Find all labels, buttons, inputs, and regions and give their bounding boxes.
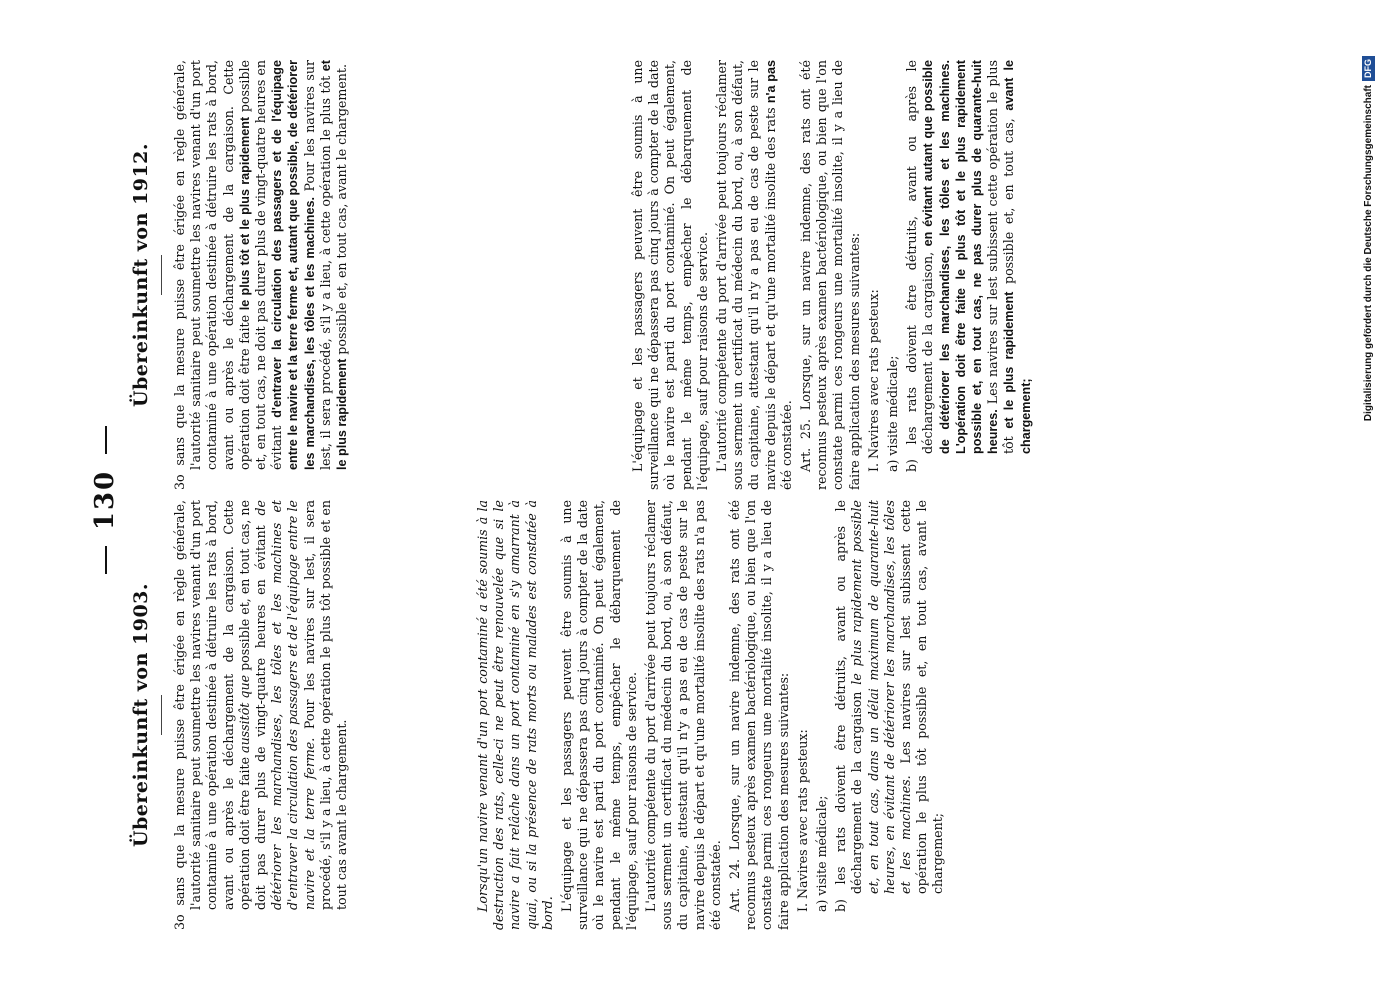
article-text: Lorsque, sur un navire indemne, des rats ont été reconnus pesteux après examen bactériologique, ou bien que l'on constate parmi ces rongeurs une mortalité insolite, il y a lieu de faire application des mesures suivantes:	[727, 500, 791, 930]
navires-heading: I. Navires avec rats pesteux:	[794, 729, 810, 912]
bold-run: d'entraver la circulation des passagers et de l'équipage entre le navire et la terre ferme et, autant que possible, de détériorer les marchandises, les tôles et les machines.	[270, 60, 317, 470]
text-run: b) les rats doivent être détruits, avant ou après le déchargement de la cargaison	[833, 500, 865, 912]
item-number: 3o	[172, 914, 187, 930]
header-dash-left	[105, 546, 107, 574]
digitization-note: Digitalisierung gefördert durch die Deutsche Forschungsgemeinschaft	[1363, 85, 1374, 422]
item-b	[833, 500, 946, 930]
italic-run: le plus rapidement possible et, en tout cas, dans un délai maximum de quarante-huit heures, en évitant de détériorer les marchandises, les tôles et les machines.	[849, 500, 914, 894]
article-text: Lorsque, sur un navire indemne, des rats ont été reconnus pesteux après examen bactériologique, ou bien que l'on constate parmi ces rongeurs une mortalité insolite, il y a lieu de faire application des mesures suivantes:	[798, 60, 862, 490]
text-run: été constatée.	[778, 400, 794, 490]
bold-run: n'a pas	[763, 60, 778, 104]
section-measure-3-1912	[172, 60, 353, 490]
navires-heading: I. Navires avec rats pesteux:	[865, 289, 881, 472]
item-b	[904, 60, 1034, 490]
text-run: L'autorité compétente du port d'arrivée peut toujours réclamer sous serment un certificat du médecin du bord, ou, à son défaut, du capitaine, attestant qu'il n'y a pas eu de cas de peste sur le navire depuis le départ et qu'une mortalité insolite des rats	[714, 60, 778, 490]
digitization-sidebar	[1361, 28, 1377, 996]
header-dash-right	[105, 426, 107, 454]
italic-paragraph: Lorsqu'un navire venant d'un port contaminé a été soumis à la destruction des rats, celle-ci ne peut être renouvelée que si le navire a fait relâche dans un port contaminé en s'y amarrant à quai, ou si la présence de rats morts ou malades est constatée à bord.	[475, 500, 555, 930]
italic-run: aussitôt que	[236, 674, 252, 753]
crew-paragraph: L'équipage et les passagers peuvent être soumis à une surveillance qui ne dépassera pas cinq jours à compter de la date où le navire est parti du port contaminé. On peut également, pendant le même temps, empêcher le débarquement de l'équipage, sauf pour raisons de service.	[630, 60, 710, 490]
text-run: Les navires sur lest subissent cette opération le plus tôt possible et, en tout cas, avant le chargement;	[898, 500, 946, 894]
item-number: 3o	[172, 474, 187, 490]
bold-run: et le plus rapidement	[1002, 291, 1017, 429]
column-1912	[130, 59, 1033, 490]
column-heading-1912: Übereinkunft von 1912.	[130, 142, 152, 408]
section-crew-1912	[630, 60, 1037, 490]
text-run: possible et, en tout cas,	[1001, 118, 1017, 284]
text-run: Pour les navires sur lest, il sera procédé, s'il y a lieu, à cette opération le plus tôt possible et en tout cas avant le chargement.	[301, 500, 350, 910]
heading-rule	[161, 695, 162, 735]
paragraph-3-1912	[172, 60, 350, 490]
text-run: sans que la mesure puisse être érigée en règle générale, l'autorité sanitaire peut soumettre les navires venant d'un port contaminé à une opération destinée à détruire les rats à bord, avant ou après le déchargement de la cargaison. Cette opération doit être faite	[172, 60, 252, 470]
text-run: sans que la mesure puisse être érigée en règle générale, l'autorité sanitaire peut soumettre les navires venant d'un port contaminé à une opération destinée à détruire les rats à bord, avant ou après le déchargement de la cargaison. Cette opération doit être faite	[172, 500, 252, 910]
bold-run: en évitant autant que possible de détériorer les marchandises, les tôles et les machines. L'opération doit être faite le plus tôt et le plus rapidement possible et, en tout cas, ne pas durer plus de quarante-huit heures.	[921, 60, 1001, 454]
heading-rule	[161, 255, 162, 295]
text-run: possible et, en tout cas, avant le chargement.	[334, 64, 350, 355]
page-header	[90, 0, 120, 1000]
dfg-logo: DFG	[1362, 56, 1375, 81]
column-heading-1903: Übereinkunft von 1903.	[130, 582, 152, 848]
text-run: b) les rats doivent être détruits, avant ou après le déchargement de la cargaison,	[904, 60, 936, 472]
article-paragraph	[798, 60, 863, 490]
bold-run: le plus tôt et le plus rapidement	[237, 116, 252, 311]
article-label: Art. 24.	[727, 859, 743, 912]
item-a: a) visite médicale;	[885, 355, 901, 472]
crew-paragraph: L'équipage et les passagers peuvent être soumis à une surveillance qui ne dépassera pas cinq jours à compter de la date où le navire est parti du port contaminé. On peut également, pendant le même temps, empêcher le débarquement de l'équipage, sauf pour raisons de service.	[559, 500, 639, 930]
text-run: Pour les navires sur lest, il sera procédé, s'il y a lieu, à cette opération le plus tôt	[301, 60, 333, 470]
bold-run: et le plus rapidement	[318, 60, 350, 470]
section-repeat-1903	[475, 500, 950, 930]
paragraph-3-1903	[172, 500, 350, 930]
column-1903	[130, 500, 946, 930]
section-measure-3-1903	[172, 500, 353, 930]
article-label: Art. 25.	[798, 419, 814, 472]
digitization-line	[1361, 56, 1377, 996]
bold-run: chargement;	[1018, 378, 1033, 454]
page-number: 130	[90, 469, 120, 531]
bold-run: avant le	[1002, 59, 1017, 111]
article-paragraph	[727, 500, 792, 930]
text-run: possible et, en tout cas, ne doit pas durer plus de vingt-quatre heures en évitant	[236, 60, 285, 470]
text-run: possible et, en tout cas, ne doit pas durer plus de vingt-quatre heures en évitant	[236, 500, 269, 910]
italic-run: de détériorer les marchandises, les tôles et les machines et d'entraver la circulation des passagers et de l'équipage entre le navire et la terre ferme.	[253, 500, 317, 910]
text-run: Les navires sur lest subissent cette opération le plus tôt	[985, 60, 1017, 454]
authority-paragraph	[714, 60, 795, 490]
item-a: a) visite médicale;	[814, 795, 830, 912]
authority-paragraph: L'autorité compétente du port d'arrivée peut toujours réclamer sous serment un certificat du médecin du bord, ou, à son défaut, du capitaine, attestant qu'il n'y a pas eu de cas de peste sur le navire depuis le départ et qu'une mortalité insolite des rats n'a pas été constatée.	[643, 500, 723, 930]
